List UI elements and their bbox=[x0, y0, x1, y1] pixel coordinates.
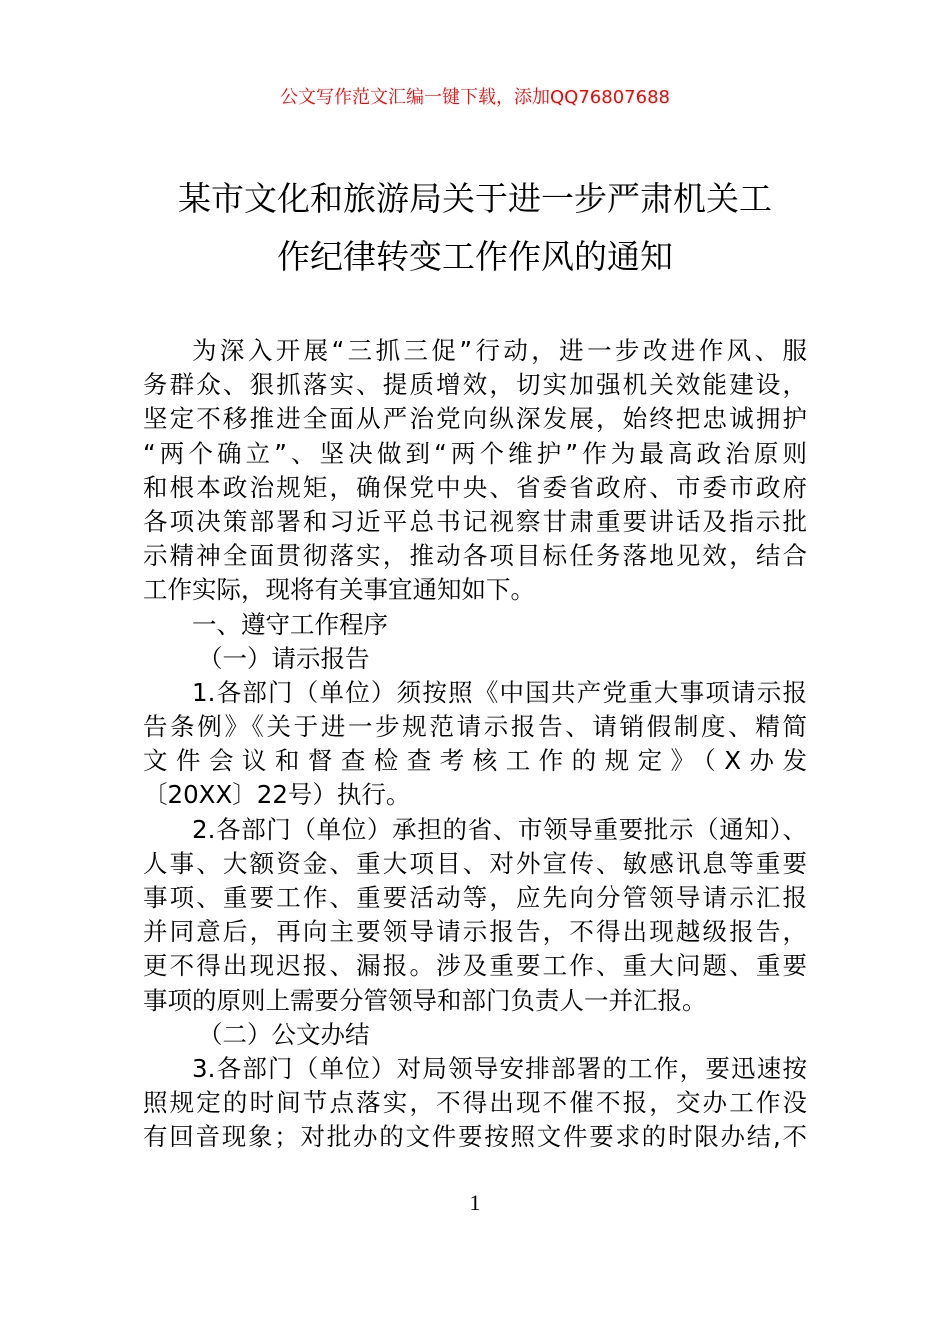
intro-line: 示精神全面贯彻落实，推动各项目标任务落地见效，结合 bbox=[143, 541, 807, 571]
item-2-line: 2.各部门（单位）承担的省、市领导重要批示（通知）、 bbox=[192, 814, 807, 844]
section-heading: 一、遵守工作程序 bbox=[192, 609, 388, 639]
intro-line: 各项决策部署和习近平总书记视察甘肃重要讲话及指示批 bbox=[143, 506, 807, 536]
title-line-2: 作纪律转变工作作风的通知 bbox=[277, 237, 673, 276]
item-1-line: 〔20XX〕22号）执行。 bbox=[143, 780, 411, 810]
subsection-heading: （一）请示报告 bbox=[198, 643, 370, 673]
intro-line: “两个确立”、坚决做到“两个维护”作为最高政治原则 bbox=[143, 438, 807, 468]
item-2-line: 更不得出现迟报、漏报。涉及重要工作、重大问题、重要 bbox=[143, 951, 807, 981]
document-title bbox=[120, 170, 830, 286]
item-2-line: 事项的原则上需要分管领导和部门负责人一并汇报。 bbox=[143, 985, 707, 1015]
item-2-line: 并同意后，再向主要领导请示报告，不得出现越级报告， bbox=[143, 917, 807, 947]
page-number: 1 bbox=[469, 1190, 481, 1215]
title-line-1: 某市文化和旅游局关于进一步严肃机关工 bbox=[178, 179, 772, 218]
intro-line: 和根本政治规矩，确保党中央、省委省政府、市委市政府 bbox=[143, 472, 807, 502]
item-1-line: 文件会议和督查检查考核工作的规定》（X办发 bbox=[143, 746, 807, 776]
document-body bbox=[143, 334, 807, 1155]
intro-line: 为深入开展“三抓三促”行动，进一步改进作风、服 bbox=[192, 336, 807, 365]
item-3-line: 有回音现象；对批办的文件要按照文件要求的时限办结,不 bbox=[143, 1122, 807, 1152]
intro-line: 坚定不移推进全面从严治党向纵深发展，始终把忠诚拥护 bbox=[143, 404, 807, 434]
intro-line: 务群众、狠抓落实、提质增效，切实加强机关效能建设， bbox=[143, 370, 807, 400]
item-1-line: 告条例》《关于进一步规范请示报告、请销假制度、精简 bbox=[143, 712, 807, 742]
item-1-line: 1.各部门（单位）须按照《中国共产党重大事项请示报 bbox=[192, 677, 807, 707]
item-2-line: 人事、大额资金、重大项目、对外宣传、敏感讯息等重要 bbox=[143, 848, 807, 878]
intro-line: 工作实际，现将有关事宜通知如下。 bbox=[143, 575, 535, 605]
subsection-heading: （二）公文办结 bbox=[198, 1019, 370, 1049]
item-3-line: 3.各部门（单位）对局领导安排部署的工作，要迅速按 bbox=[192, 1053, 807, 1083]
item-2-line: 事项、重要工作、重要活动等，应先向分管领导请示汇报 bbox=[143, 883, 807, 912]
header-download-note: 公文写作范文汇编一键下载，添加QQ76807688 bbox=[280, 87, 670, 108]
item-3-line: 照规定的时间节点落实，不得出现不催不报，交办工作没 bbox=[143, 1088, 807, 1118]
